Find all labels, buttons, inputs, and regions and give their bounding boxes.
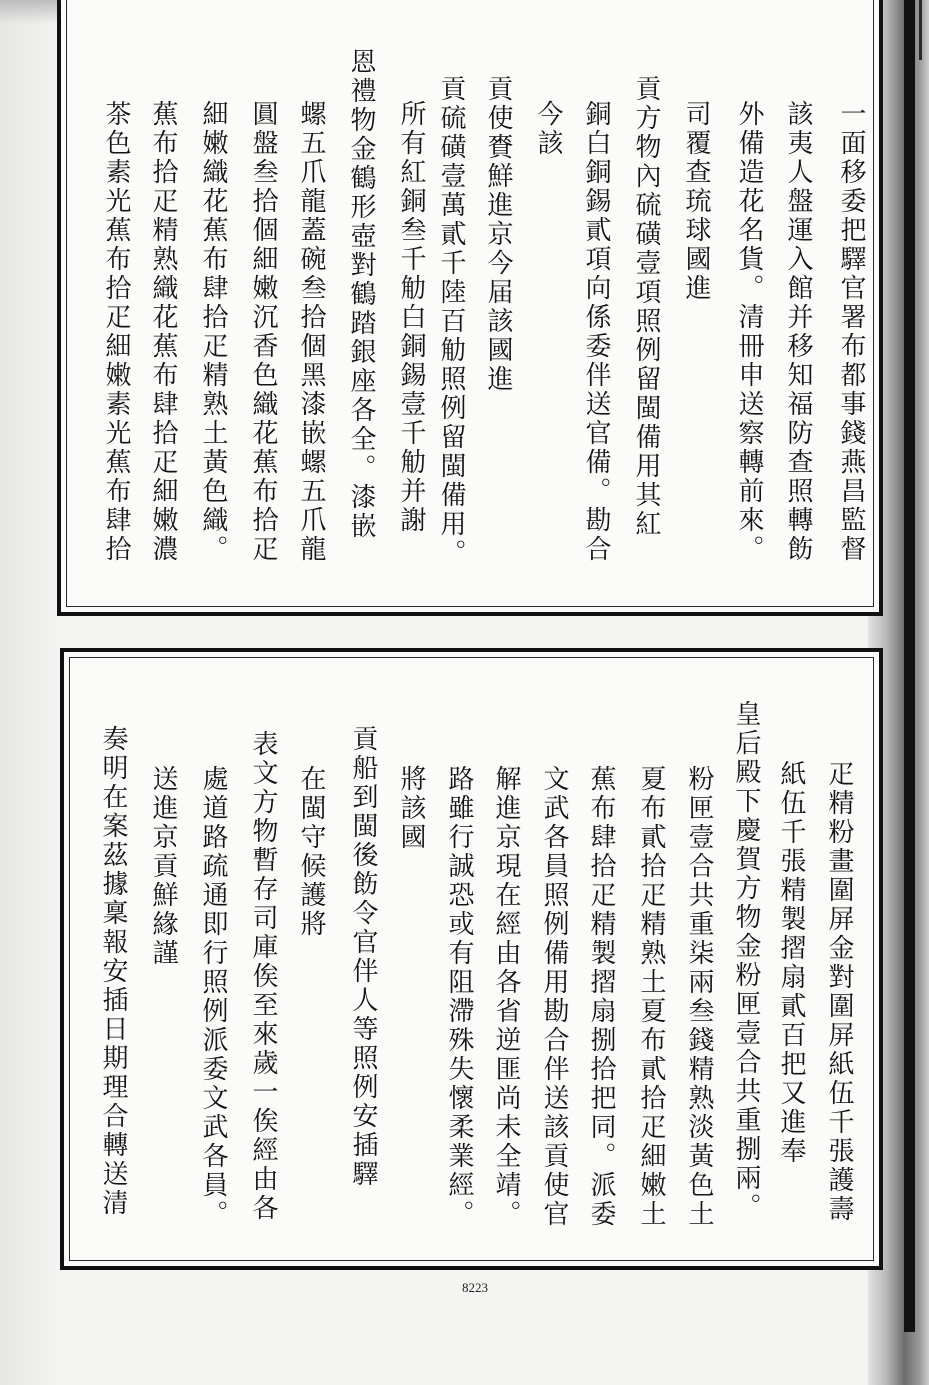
text-column: 疋精粉畫圍屏金對圍屏紙伍千張護壽 xyxy=(824,760,854,1224)
text-column: 在閩守候護將 xyxy=(296,765,326,939)
text-column-elevated: 恩禮物金鶴形壺對鶴踏銀座各全。漆嵌 xyxy=(346,48,376,541)
text-column: 處道路疏通即行照例派委文武各員。 xyxy=(198,765,228,1229)
text-column-elevated: 貢硫磺壹萬貳千陸百觔照例留閩備用。 xyxy=(436,75,466,568)
text-column: 今該 xyxy=(533,100,563,158)
text-column: 文武各員照例備用勘合伴送該貢使官 xyxy=(539,765,569,1229)
text-column-elevated: 表文方物暫存司庫俟至來歲一俟經由各 xyxy=(248,730,278,1223)
text-column: 圓盤叁拾個細嫩沉香色織花蕉布拾疋 xyxy=(248,100,278,564)
text-column: 紙伍千張精製摺扇貳百把又進奉 xyxy=(776,760,806,1166)
text-column-elevated: 貢船到閩後飭令官伴人等照例安插驛 xyxy=(348,725,378,1189)
text-column: 路雖行誠恐或有阻滯殊失懷柔業經。 xyxy=(444,765,474,1229)
text-column: 螺五爪龍蓋碗叁拾個黑漆嵌螺五爪龍 xyxy=(296,100,326,564)
text-column: 送進京貢鮮緣謹 xyxy=(148,765,178,968)
text-column: 所有紅銅叁千觔白銅錫壹千觔并謝 xyxy=(396,100,426,535)
text-column: 外備造花名貨。清冊申送察轉前來。 xyxy=(734,100,764,564)
text-column-elevated: 貢方物內硫磺壹項照例留閩備用其紅 xyxy=(631,75,661,539)
text-column: 司覆查琉球國進 xyxy=(681,100,711,303)
text-column-elevated: 貢使賚鮮進京今届該國進 xyxy=(483,75,513,394)
text-column: 蕉布肆拾疋精製摺扇捌拾把同。派委 xyxy=(586,765,616,1229)
text-column-elevated: 皇后殿下慶賀方物金粉匣壹合共重捌兩。 xyxy=(731,700,761,1222)
text-column: 夏布貳拾疋精熟土夏布貳拾疋細嫩土 xyxy=(636,765,666,1229)
page-number: 8223 xyxy=(462,1280,488,1295)
text-column: 銅白銅錫貳項向係委伴送官備。勘合 xyxy=(581,100,611,564)
text-column: 蕉布拾疋精熟織花蕉布肆拾疋細嫩濃 xyxy=(148,100,178,564)
text-column: 細嫩織花蕉布肆拾疋精熟土黃色織。 xyxy=(198,100,228,564)
text-column: 將該國 xyxy=(396,765,426,852)
text-column-elevated: 奏明在案茲據稟報安插日期理合轉送清 xyxy=(98,725,128,1218)
text-column: 茶色素光蕉布拾疋細嫩素光蕉布肆拾 xyxy=(101,100,131,564)
text-column: 該夷人盤運入館并移知福防查照轉飭 xyxy=(783,100,813,564)
text-column: 粉匣壹合共重柒兩叁錢精熟淡黃色土 xyxy=(684,765,714,1229)
text-column: 解進京現在經由各省逆匪尚未全靖。 xyxy=(491,765,521,1229)
text-column: 一面移委把驛官署布都事錢燕昌監督 xyxy=(836,100,866,564)
